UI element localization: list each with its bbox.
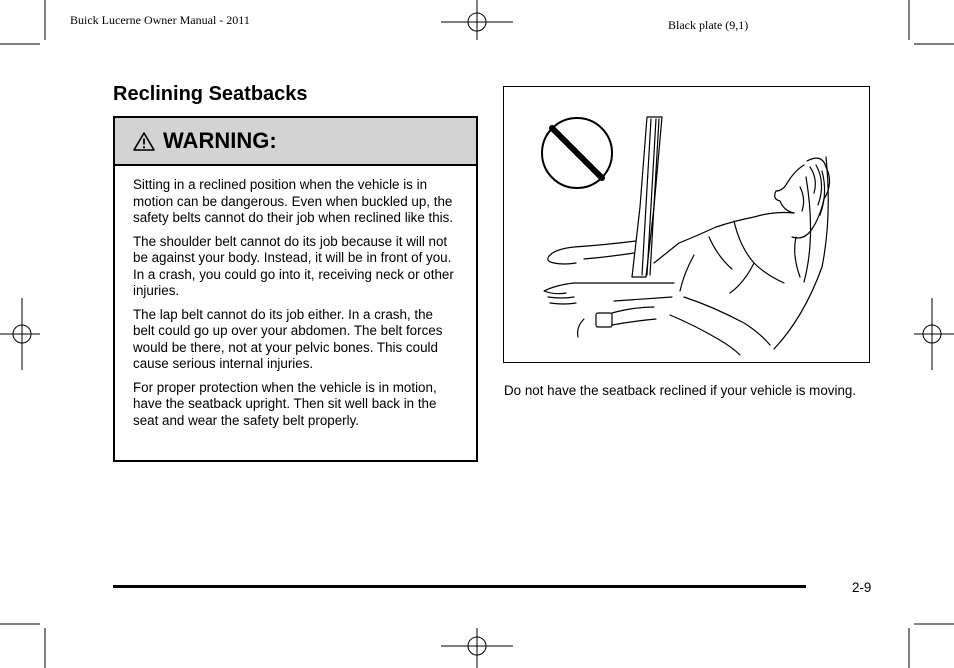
figure-caption: Do not have the seatback reclined if your vehicle is moving. xyxy=(504,383,857,398)
reclined-occupant-drawing xyxy=(504,87,869,362)
page-number: 2-9 xyxy=(852,580,872,595)
warning-paragraph: Sitting in a reclined position when the vehicle is in motion can be dangerous. Even when buckled up, the safety belts cannot do their job when reclined like this. xyxy=(133,177,454,225)
warning-body xyxy=(115,166,476,429)
warning-box xyxy=(113,116,478,462)
registration-mark-left xyxy=(0,298,40,370)
warning-label: WARNING: xyxy=(163,128,277,153)
illustration-reclined-occupant xyxy=(503,86,870,363)
warning-paragraph: The lap belt cannot do its job either. In a crash, the belt could go up over your abdomen. The belt forces would be there, not at your pelvic bones. This could cause serious internal injuries. xyxy=(133,306,443,371)
warning-paragraph: For proper protection when the vehicle is in motion, have the seatback upright. Then sit well back in the seat and wear the safety belt properly. xyxy=(133,379,437,428)
registration-mark-top xyxy=(441,0,513,40)
header-manual-title: Buick Lucerne Owner Manual - 2011 xyxy=(70,13,250,27)
warning-triangle-icon xyxy=(133,132,155,151)
registration-mark-bottom xyxy=(441,628,513,668)
registration-mark-right xyxy=(914,298,954,370)
warning-paragraph: The shoulder belt cannot do its job because it will not be against your body. Instead, it will be in front of you. In a crash, you could go into it, receiving neck or other injuries. xyxy=(133,233,454,298)
header-plate-info: Black plate (9,1) xyxy=(668,18,749,32)
footer-rule xyxy=(113,585,806,588)
warning-header xyxy=(115,118,476,166)
section-title: Reclining Seatbacks xyxy=(113,83,308,105)
